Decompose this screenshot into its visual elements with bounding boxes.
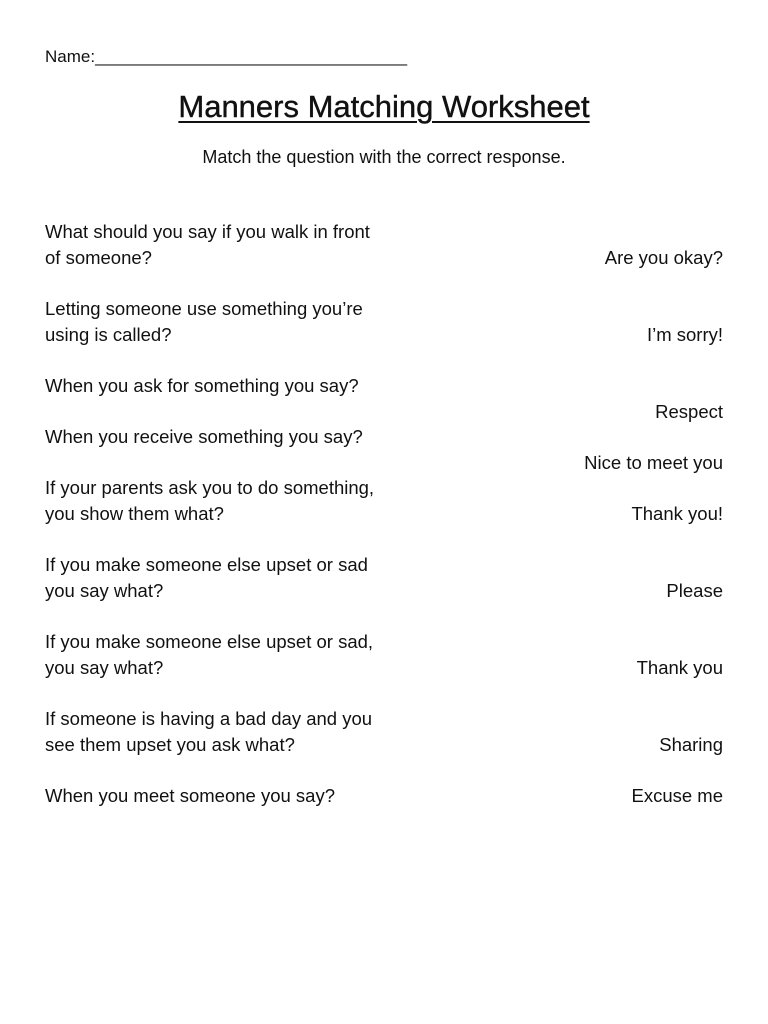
matching-row: [45, 296, 723, 348]
matching-row: [45, 629, 723, 681]
question-text: If you make someone else upset or sad you say what?: [45, 554, 368, 601]
response-text: Nice to meet you: [584, 452, 723, 473]
response-text: Thank you: [636, 657, 723, 678]
question-text: If you make someone else upset or sad, you say what?: [45, 631, 374, 678]
response-text: Please: [666, 580, 723, 601]
matching-row: [45, 706, 723, 758]
name-field-label: Name:_________________________________: [45, 47, 408, 66]
question-text: When you ask for something you say?: [45, 375, 359, 396]
matching-row: [45, 424, 723, 473]
matching-row: [45, 552, 723, 604]
question-text: When you receive something you say?: [45, 426, 363, 447]
response-text: Respect: [655, 401, 723, 422]
matching-row: [45, 783, 723, 809]
worksheet-instructions: Match the question with the correct response.: [202, 147, 566, 167]
matching-row: [45, 475, 723, 527]
worksheet-title: Manners Matching Worksheet: [178, 89, 590, 124]
response-text: Excuse me: [631, 785, 723, 806]
response-text: Thank you!: [631, 503, 723, 524]
question-text: When you meet someone you say?: [45, 785, 335, 806]
question-text: If someone is having a bad day and you see them upset you ask what?: [45, 708, 373, 755]
matching-row: [45, 373, 723, 422]
question-text: What should you say if you walk in front of someone?: [45, 221, 370, 268]
question-text: Letting someone use something you’re using is called?: [45, 298, 363, 345]
question-text: If your parents ask you to do something, you show them what?: [45, 477, 375, 524]
response-text: Sharing: [659, 734, 723, 755]
response-text: I’m sorry!: [646, 324, 723, 345]
matching-row: [45, 219, 723, 271]
matching-list: [45, 219, 723, 834]
response-text: Are you okay?: [604, 247, 723, 268]
